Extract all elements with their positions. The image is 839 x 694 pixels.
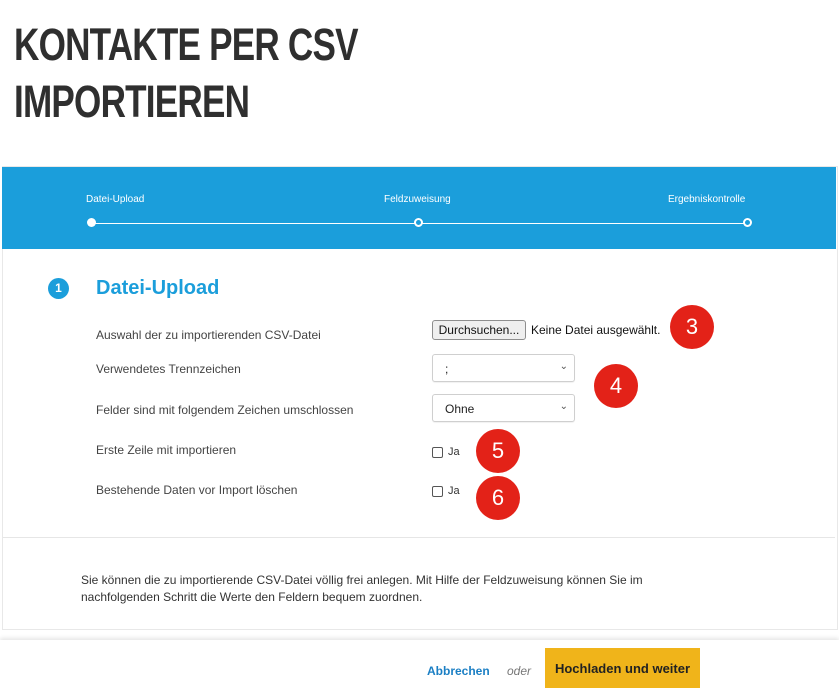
annotation-badge-4: 4: [594, 364, 638, 408]
step-dot-review: [743, 218, 752, 227]
progress-stepper: [2, 167, 836, 249]
chevron-down-icon: ⌄: [559, 361, 568, 372]
annotation-badge-3: 3: [670, 305, 714, 349]
page-title-line-2: IMPORTIEREN: [14, 76, 250, 127]
annotation-badge-6: 6: [476, 476, 520, 520]
or-text: oder: [507, 664, 532, 678]
separator-select-value: ;: [445, 362, 449, 376]
file-status-text: Keine Datei ausgewählt.: [531, 323, 661, 337]
first-row-label: Erste Zeile mit importieren: [96, 443, 237, 457]
page-title-line-1: KONTAKTE PER CSV: [14, 19, 358, 70]
upload-continue-button[interactable]: Hochladen und weiter: [545, 648, 700, 688]
cancel-link[interactable]: Abbrechen: [427, 664, 490, 678]
file-select-label: Auswahl der zu importierenden CSV-Datei: [96, 328, 321, 342]
browse-file-button[interactable]: Durchsuchen...: [432, 320, 526, 340]
step-dot-mapping: [414, 218, 423, 227]
page-title: [14, 16, 358, 130]
info-text: Sie können die zu importierende CSV-Datei völlig frei anlegen. Mit Hilfe der Feldzuweisung können Sie im nachfolgenden Schritt die Werte den Feldern bequem zuordnen.: [81, 573, 643, 604]
action-footer: [0, 640, 839, 694]
delete-existing-checkbox[interactable]: [432, 486, 443, 497]
annotation-badge-5: 5: [476, 429, 520, 473]
enclosure-select-value: Ohne: [445, 402, 475, 416]
separator-select[interactable]: [432, 354, 575, 382]
delete-existing-label: Bestehende Daten vor Import löschen: [96, 483, 298, 497]
first-row-checkbox[interactable]: [432, 447, 443, 458]
section-number-badge: 1: [48, 278, 69, 299]
enclosure-select[interactable]: [432, 394, 575, 422]
enclosure-label: Felder sind mit folgendem Zeichen umschlossen: [96, 403, 354, 417]
step-dot-upload: [87, 218, 96, 227]
step-label-mapping: Feldzuweisung: [384, 194, 451, 205]
section-title: Datei-Upload: [96, 277, 220, 299]
separator-label: Verwendetes Trennzeichen: [96, 362, 241, 376]
chevron-down-icon: ⌄: [559, 401, 568, 412]
section-divider: [3, 537, 835, 538]
step-label-review: Ergebniskontrolle: [668, 194, 746, 205]
first-row-checkbox-label[interactable]: Ja: [448, 446, 460, 458]
delete-existing-checkbox-label[interactable]: Ja: [448, 485, 460, 497]
step-label-upload: Datei-Upload: [86, 194, 145, 205]
